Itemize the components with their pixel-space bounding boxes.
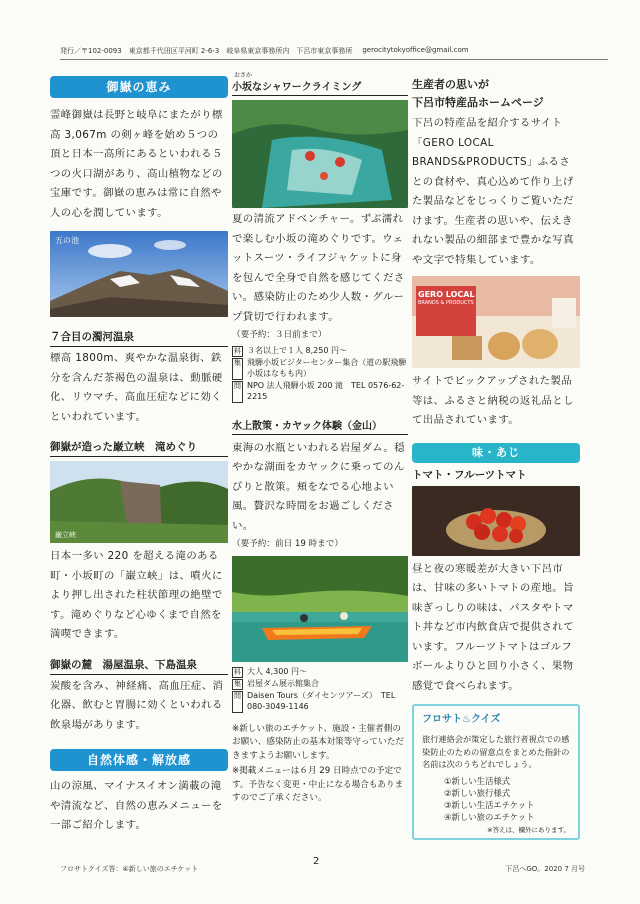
- etiquette-note: ※新しい旅のエチケット、施設・主催者側のお願い、感染防止の基本対策等守っていただきますようお願いします。: [232, 723, 404, 761]
- photo-label-gonoike: 五の池: [55, 236, 79, 245]
- producer-title-line2: 下呂市特産品ホームページ: [412, 96, 544, 109]
- section-title-taste: 味・あじ: [412, 443, 580, 463]
- quiz-option: ①新しい生活様式: [444, 775, 511, 786]
- kayak-text: 東海の水瓶といわれる岩屋ダム。穏やかな湖面をカヤックに乗ってのんびりと散策。頬をなでる心地よい風。贅沢な時間をお過ごしください。: [232, 441, 405, 532]
- column-middle: [232, 70, 408, 806]
- info-row: [232, 380, 408, 403]
- quiz-note: ※答えは、欄外にあります。: [487, 825, 570, 834]
- info-row: [232, 345, 408, 357]
- tomato-text: 昼と夜の寒暖差が大きい下呂市は、甘味の多いトマトの産地。旨味ぎっしりの味は、パスタやトマト丼など市内飲食店で提供されています。フルーツトマトはゴルフボールよりひと回り小さく、果物感覚で食べられます。: [412, 562, 574, 692]
- photo-gero-local: [412, 276, 580, 368]
- info-tag: 問: [232, 691, 243, 713]
- nigorigo-onsen-title: ７合目の濁河温泉: [50, 329, 228, 347]
- info-row: [232, 690, 408, 713]
- shower-info-list: [232, 345, 408, 403]
- quiz-answer: フロサトクイズ答：④新しい旅のエチケット: [60, 865, 199, 873]
- info-tag: 集: [234, 679, 241, 688]
- quiz-box: [412, 704, 580, 840]
- photo-shower-climbing: [232, 100, 408, 208]
- quiz-option: ②新しい旅行様式: [444, 787, 511, 798]
- photo-tomato: [412, 486, 580, 556]
- pickup-text: サイトでピックアップされた製品等は、ふるさと納税の返礼品として出品されています。: [412, 375, 574, 426]
- issue-label: 下呂へGO。2020 7 月号: [505, 865, 585, 873]
- info-text: Daisen Tours（ダイセンツアーズ） TEL 080-3049-1146: [247, 690, 396, 711]
- kayak-info-list: [232, 666, 408, 713]
- footer: [60, 864, 585, 874]
- section-title-nature: 自然体感・解放感: [50, 749, 228, 771]
- producer-text: 下呂の特産品を紹介するサイト「GERO LOCAL BRANDS&PRODUCTS」ふるさとの食材や、真心込めて作り上げた製品などをじっくりご覧いただけます。生産者の思いや、伝えきれない製品の細部まで豊かな写真や文字で特集しています。: [412, 117, 574, 266]
- info-row: [232, 666, 408, 678]
- ganda-gorge-text: 日本一多い 220 を超える滝のある町・小坂町の「巌立峡」は、噴火により押し出された柱状節理の絶壁です。滝めぐりなど心ゆくまで自然を満喫できます。: [50, 550, 223, 640]
- kayak-title: 水上散策・カヤック体験（金山）: [232, 417, 408, 435]
- photo-gonoike: [50, 231, 228, 317]
- gero-local-logo-text: GERO LOCAL: [418, 290, 475, 299]
- shower-climbing-title: 小坂なシャワークライミング: [232, 78, 408, 96]
- info-text: 岩屋ダム展示館集合: [247, 678, 319, 688]
- info-row: [232, 357, 408, 380]
- shower-ruby: おさか: [234, 72, 253, 79]
- info-text: NPO 法人飛騨小坂 200 滝 TEL 0576-62-2215: [247, 380, 405, 401]
- office-email: gerocitytokyoffice@gmail.com: [362, 46, 469, 54]
- info-row: [232, 678, 408, 690]
- quiz-title: フロサト♨クイズ: [422, 714, 501, 725]
- column-right: [412, 70, 580, 840]
- info-text: 大人 4,300 円～: [247, 666, 307, 676]
- photo-ganda-gorge: [50, 461, 228, 543]
- page-number: 2: [313, 856, 320, 867]
- photo-kayak: [232, 556, 408, 662]
- header-bar: [60, 46, 608, 60]
- info-text: 飛騨小坂ビジターセンター集合（道の駅飛騨小坂はなもも内）: [247, 357, 407, 378]
- quiz-question: 旅行連絡会が策定した旅行者視点での感染防止のための留意点をまとめた指針の名前は次のうちどれでしょう。: [422, 734, 570, 769]
- shower-climbing-text: 夏の清流アドベンチャー。ずぶ濡れで楽しむ小坂の滝めぐりです。ウェットスーツ・ライフジャケットに身を包んで全身で自然を感じてください。感染防止のため少人数・グループ貸切で行われます。: [232, 213, 405, 323]
- producer-title-line1: 生産者の思いが: [412, 78, 489, 91]
- ontake-intro-text: 霊峰御嶽は長野と岐阜にまたがり標高 3,067m の剣ヶ峰を始め５つの頂と日本一高所にあるといわれる５つの火口湖があり、高山植物などの宝庫です。御嶽の恵みは常に自然や人の心を潤しています。: [50, 109, 223, 219]
- section-title-ontake: 御嶽の恵み: [50, 76, 228, 98]
- quiz-option: ③新しい生活エチケット: [444, 799, 535, 810]
- info-tag: 問: [232, 381, 243, 403]
- gero-local-logo-sub: BRANDS & PRODUCTS: [418, 300, 474, 306]
- nature-intro-text: 山の涼風、マイナスイオン満載の滝や清流など、自然の恵みメニューを一部ご紹介します。: [50, 780, 223, 831]
- info-tag: 料: [234, 667, 241, 676]
- schedule-note: ※掲載メニューは６月 29 日時点での予定です。予告なく変更・中止になる場合もありますのでご了承ください。: [232, 766, 404, 803]
- kayak-reserve: （要予約：前日 19 時まで）: [232, 539, 343, 549]
- info-tag: 料: [234, 346, 241, 355]
- tomato-title: トマト・フルーツトマト: [412, 468, 527, 481]
- publisher-address: 発行／〒102-0093 東京都千代田区平河町 2-6-3 岐阜県東京事務所内 下呂市東京事務所: [60, 47, 353, 55]
- info-text: ３名以上で１人 8,250 円～: [247, 345, 347, 355]
- yuya-onsen-title: 御嶽の麓 湯屋温泉、下島温泉: [50, 657, 228, 675]
- photo-label-ganda: 巌立峡: [55, 531, 76, 539]
- quiz-options: [422, 775, 570, 823]
- shower-reserve: （要予約：３日前まで）: [232, 330, 327, 340]
- yuya-onsen-text: 炭酸を含み、神経痛、高血圧症、消化器、飲むと胃腸に効くといわれる飲泉場があります。: [50, 679, 224, 731]
- info-tag: 集: [232, 358, 243, 380]
- quiz-option: ④新しい旅のエチケット: [444, 811, 535, 822]
- column-left: [50, 70, 228, 836]
- ganda-gorge-title: 御嶽が造った巌立峡 滝めぐり: [50, 439, 228, 457]
- nigorigo-onsen-text: 標高 1800m、爽やかな温泉街、鉄分を含んだ茶褐色の温泉は、動脈硬化、リウマチ、高血圧症などに効くといわれています。: [50, 352, 223, 423]
